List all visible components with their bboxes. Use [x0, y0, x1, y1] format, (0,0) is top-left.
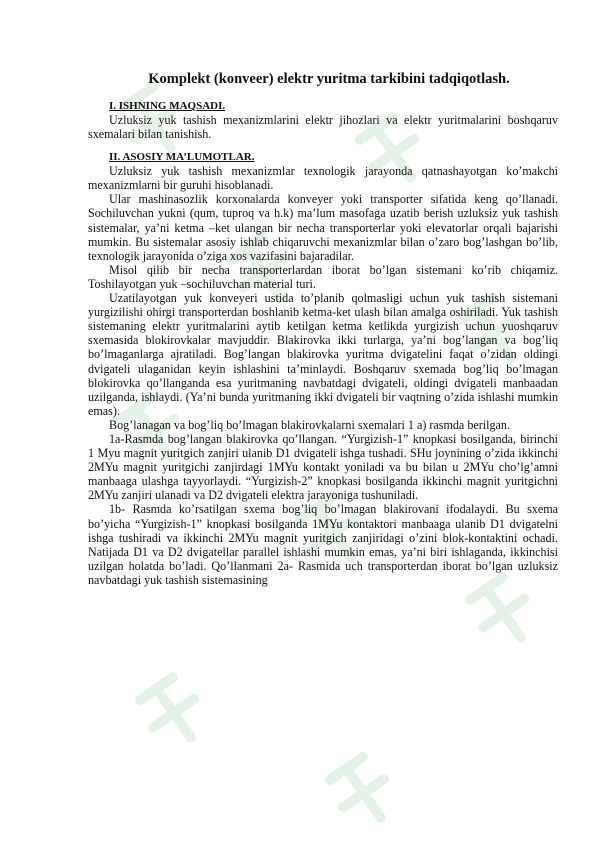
paragraph: Uzluksiz yuk tashish mexanizmlarini elektr jihozlari va elektr yuritmalarini boshqaruv sxemalari bilan tanishish. — [88, 113, 558, 142]
paragraph: 1b- Rasmda ko’rsatilgan sxema bog’liq bo’lmagan blakirovani ifodalaydi. Bu sxema bo’yicha “Yurgizish-1” knopkasi bosilganda 1MYu kontaktori manbaaga ulanib D1 dvigatelni ishga tushiradi va ikkinchi 2MYu magnit yuritgich zanjiridagi o’zini blok-kontaktini ochadi. Natijada D1 va D2 dvigatellar parallel ishlashi mumkin emas, ya’ni biri ishlaganda, ikkinchisi uzilgan holatda bo’ladi. Qo’llanmani 2a- Rasmida uch transporterdan iborat bo’lgan uzluksiz navbatdagi yuk tashish sistemasining — [88, 502, 558, 587]
section-heading: II. ASOSIY MA’LUMOTLAR. — [109, 151, 255, 164]
page-title: Komplekt (konveer) elektr yuritma tarkibini tadqiqotlash. — [148, 71, 510, 87]
paragraph: 1a-Rasmda bog’langan blakirovka qo’llangan. “Yurgizish-1” knopkasi bosilganda, birinchi 1 Myu magnit yuritgich zanjiri ulanib D1 dvigateli ishga tushadi. SHu joynining o’zida ikkinchi 2MYu magnit yuritgichi zanjirdagi 1MYu kontakt yoniladi va bu bilan u 2MYu cho’lg’amni manbaaga ulashga tayyorlaydi. “Yurgizish-2” knopkasi bosilganda ikkinchi magnit yuritgichni 2MYu zanjiri ulanadi va D2 dvigateli elektra jarayoniga tushuniladi. — [88, 431, 558, 503]
paragraph: Bog’lanagan va bog’liq bo’lmagan blakirovkalarni sxemalari 1 a) rasmda berilgan. — [109, 417, 510, 432]
document-page — [88, 70, 558, 587]
section-purpose — [88, 100, 558, 141]
paragraph: Ular mashinasozlik korxonalarda konveyer yoki transporter sifatida keng qo’llanadi. Sochiluvchan yukni (qum, tuproq va h.k) ma’lum masofaga uzatib berish uzluksiz yuk tashish sistemalar, ya’ni ketma –ket ulangan bir necha transporterlar yoki elevatorlar orqali bajarishi mumkin. Bu sistemalar asosiy ishlab chiqaruvchi mexanizmlar bilan o’zaro bog’lashgan bo’lib, texnologik jarayonida o’ziga xos vazifasini bajaradilar. — [88, 192, 558, 263]
paragraph: Uzatilayotgan yuk konveyeri ustida to’planib qolmasligi uchun yuk tashish sistemani yurgizilishi ohirgi transporterdan boshlanib ketma-ket ulash bilan amalga oshiriladi. Yuk tashish sistemaning elektr yuritmalarini aytib ketilgan ketma ketlikda yurgizish uchun yuoshqaruv sxemasida blokirovkalar mavjuddir. Blakirovka ikki turlarga, ya’ni bog’langan va bog’liq bo’lmaganlarga ajratiladi. Bog’langan blakirovka yuritma dvigatelini faqat o’zidan oldingi dvigateli ulaganidan keyin ishlashini ta’minlaydi. Boshqaruv sxemada bog’liq bo’lmagan blokirovka qo’llanganda esa yuritmaning navbatdagi dvigateli, oldingi dvigateli manbaadan uzilganda, ishlaydi. (Ya’ni bunda yuritmaning ikki dvigateli bir vaqtning o’zida ishlashi mumkin emas). — [88, 291, 558, 418]
paragraph: Uzluksiz yuk tashish mexanizmlar texnologik jarayonda qatnashayotgan ko’makchi mexanizmlarni bir guruhi hisoblanadi. — [88, 164, 558, 193]
watermark-logo — [136, 674, 211, 752]
section-basic-info — [88, 151, 558, 587]
paragraph: Misol qilib bir necha transporterlardan iborat bo’lgan sistemani ko’rib chiqamiz. Toshilayotgan yuk –sochiluvchan material turi. — [88, 262, 558, 291]
section-heading: I. ISHNING MAQSADI. — [109, 100, 226, 112]
watermark-logo — [326, 754, 401, 832]
